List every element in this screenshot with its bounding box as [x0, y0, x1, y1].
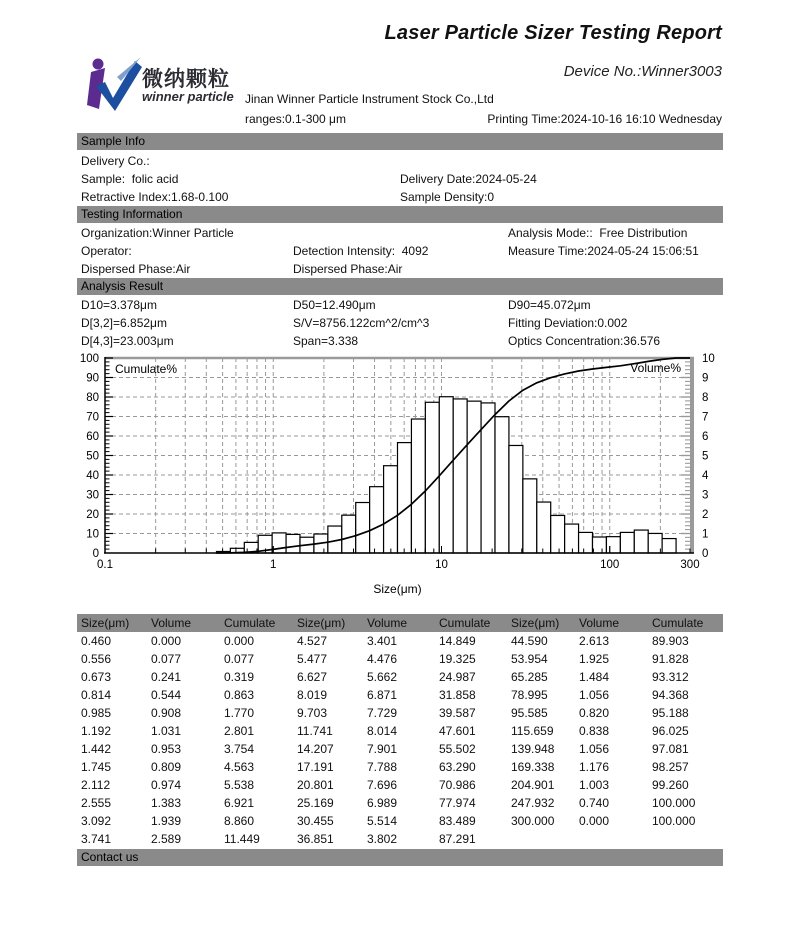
fitting-deviation: Fitting Deviation:0.002	[508, 316, 628, 330]
table-cell: 7.696	[367, 778, 398, 792]
delivery-co: Delivery Co.:	[81, 154, 150, 168]
volume-bar	[397, 443, 411, 553]
table-cell: 0.820	[579, 706, 610, 720]
table-cell: 7.901	[367, 742, 398, 756]
table-cell: 89.903	[652, 634, 689, 648]
row-organization	[77, 224, 723, 242]
table-cell: 1.056	[579, 742, 610, 756]
table-cell: 1.745	[81, 760, 112, 774]
table-cell: 100.000	[652, 796, 696, 810]
row-dispersed	[77, 260, 723, 278]
table-cell: 95.585	[511, 706, 548, 720]
table-row	[77, 668, 723, 686]
sample-name: Sample: folic acid	[81, 172, 179, 186]
table-cell: 93.312	[652, 670, 689, 684]
table-cell: 0.838	[579, 724, 610, 738]
volume-bar	[286, 534, 300, 553]
volume-bar	[565, 524, 579, 553]
device-number: Device No.:Winner3003	[563, 63, 722, 80]
table-cell: 14.849	[439, 634, 476, 648]
table-cell: 0.077	[224, 652, 255, 666]
volume-bar	[467, 401, 481, 553]
table-header-cell: Cumulate	[224, 616, 276, 630]
operator: Operator:	[81, 244, 132, 258]
table-cell: 31.858	[439, 688, 476, 702]
table-cell: 300.000	[511, 814, 555, 828]
table-row	[77, 650, 723, 668]
volume-bar	[606, 537, 620, 553]
page-title: Laser Particle Sizer Testing Report	[384, 22, 722, 44]
table-cell: 77.974	[439, 796, 476, 810]
table-cell: 6.921	[224, 796, 255, 810]
table-cell	[511, 830, 579, 848]
table-header-cell: Size(μm)	[297, 616, 346, 630]
table-cell: 1.442	[81, 742, 112, 756]
analysis-mode: Analysis Mode:: Free Distribution	[508, 226, 688, 240]
table-cell: 169.338	[511, 760, 555, 774]
right-tick-label: 2	[702, 509, 709, 521]
volume-bar	[411, 419, 425, 553]
d50-value: D50=12.490μm	[293, 298, 376, 312]
volume-bar	[356, 503, 370, 553]
table-header-cell: Volume	[151, 616, 192, 630]
volume-bar	[453, 399, 467, 553]
table-cell: 4.476	[367, 652, 398, 666]
table-cell: 55.502	[439, 742, 476, 756]
table-cell: 1.056	[579, 688, 610, 702]
table-cell: 83.489	[439, 814, 476, 828]
table-cell: 3.741	[81, 832, 112, 846]
left-tick-label: 80	[86, 392, 99, 404]
table-cell: 2.555	[81, 796, 112, 810]
volume-bar	[620, 532, 634, 553]
table-cell: 78.995	[511, 688, 548, 702]
right-tick-label: 7	[702, 411, 709, 424]
winner-logo-icon	[86, 55, 142, 115]
table-cell: 5.662	[367, 670, 398, 684]
table-cell: 94.368	[652, 688, 689, 702]
logo-chinese-text: 微纳颗粒	[142, 68, 230, 91]
left-tick-label: 30	[86, 489, 99, 502]
row-sample	[77, 170, 723, 188]
table-cell: 20.801	[297, 778, 334, 792]
detection-intensity: Detection Intensity: 4092	[293, 244, 429, 258]
table-cell: 0.863	[224, 688, 255, 702]
table-cell: 6.989	[367, 796, 398, 810]
left-axis-title: Cumulate%	[115, 362, 178, 376]
table-cell: 0.319	[224, 670, 255, 684]
d10-value: D10=3.378μm	[81, 298, 157, 312]
d32-value: D[3,2]=6.852μm	[81, 316, 167, 330]
left-tick-label: 50	[86, 450, 99, 463]
table-cell: 0.809	[151, 760, 182, 774]
dispersed-phase-1: Dispersed Phase:Air	[81, 262, 191, 276]
chart-svg	[77, 352, 723, 602]
table-cell: 96.025	[652, 724, 689, 738]
table-cell: 0.814	[81, 688, 112, 702]
table-cell: 8.019	[297, 688, 328, 702]
table-cell: 0.000	[151, 634, 182, 648]
table-cell: 30.455	[297, 814, 334, 828]
distribution-chart	[77, 352, 723, 602]
table-cell: 0.556	[81, 652, 112, 666]
table-cell: 4.527	[297, 634, 328, 648]
section-testing-info: Testing Information	[77, 206, 723, 223]
table-cell: 8.860	[224, 814, 255, 828]
table-cell: 63.290	[439, 760, 476, 774]
table-header-cell: Size(μm)	[511, 616, 560, 630]
table-row	[77, 776, 723, 794]
volume-bar	[523, 479, 537, 553]
table-cell: 1.176	[579, 760, 610, 774]
table-cell: 0.241	[151, 670, 182, 684]
x-tick-label: 100	[600, 559, 620, 571]
table-row	[77, 704, 723, 722]
row-d32	[77, 314, 723, 332]
row-d10	[77, 296, 723, 314]
x-tick-label: 1	[270, 559, 277, 571]
table-cell: 6.871	[367, 688, 398, 702]
table-cell: 98.257	[652, 760, 689, 774]
table-header-cell: Volume	[579, 616, 620, 630]
table-row	[77, 812, 723, 830]
table-cell: 1.484	[579, 670, 610, 684]
table-cell: 100.000	[652, 814, 696, 828]
volume-bar	[481, 403, 495, 553]
table-cell: 3.401	[367, 634, 398, 648]
table-row	[77, 632, 723, 650]
table-cell: 91.828	[652, 652, 689, 666]
left-tick-label: 60	[86, 431, 99, 443]
right-tick-label: 8	[702, 392, 709, 404]
printing-time: Printing Time:2024-10-16 16:10 Wednesday	[487, 112, 722, 126]
span-value: Span=3.338	[293, 334, 359, 348]
table-cell: 1.383	[151, 796, 182, 810]
table-cell: 5.477	[297, 652, 328, 666]
table-cell: 0.460	[81, 634, 112, 648]
table-cell: 2.613	[579, 634, 610, 648]
table-cell: 17.191	[297, 760, 334, 774]
table-row	[77, 686, 723, 704]
table-row	[77, 740, 723, 758]
table-cell: 47.601	[439, 724, 476, 738]
table-cell: 99.260	[652, 778, 689, 792]
table-row	[77, 830, 723, 848]
table-cell: 24.987	[439, 670, 476, 684]
delivery-date: Delivery Date:2024-05-24	[400, 172, 537, 186]
sv-value: S/V=8756.122cm^2/cm^3	[293, 316, 430, 330]
right-tick-label: 3	[702, 489, 709, 502]
table-cell: 39.587	[439, 706, 476, 720]
table-cell: 0.000	[224, 634, 255, 648]
volume-bar	[495, 417, 509, 553]
table-header-cell: Size(μm)	[81, 616, 130, 630]
data-table-body	[77, 632, 723, 848]
left-tick-label: 100	[79, 353, 99, 365]
table-cell: 0.077	[151, 652, 182, 666]
company-logo	[86, 55, 316, 119]
x-tick-label: 0.1	[97, 559, 113, 571]
right-tick-label: 5	[702, 450, 709, 463]
table-cell: 3.754	[224, 742, 255, 756]
left-tick-label: 20	[86, 509, 99, 521]
table-cell: 247.932	[511, 796, 555, 810]
section-analysis-result: Analysis Result	[77, 278, 723, 295]
table-cell: 1.939	[151, 814, 182, 828]
optics-concentration: Optics Concentration:36.576	[508, 334, 661, 348]
volume-bar	[509, 445, 523, 553]
data-table-header	[77, 614, 723, 632]
right-tick-label: 4	[702, 470, 709, 482]
table-cell: 1.031	[151, 724, 182, 738]
table-cell: 115.659	[511, 724, 554, 738]
table-cell: 0.953	[151, 742, 182, 756]
data-table	[77, 614, 723, 848]
left-tick-label: 40	[86, 470, 99, 482]
table-cell: 95.188	[652, 706, 689, 720]
x-axis-title: Size(μm)	[373, 582, 422, 596]
volume-bar	[370, 487, 384, 553]
x-tick-label: 10	[435, 559, 448, 571]
left-tick-label: 90	[86, 372, 99, 385]
company-name: Jinan Winner Particle Instrument Stock Co.,Ltd	[245, 92, 494, 106]
right-tick-label: 1	[702, 528, 709, 541]
table-cell: 0.740	[579, 796, 610, 810]
row-delivery-co	[77, 152, 723, 170]
table-cell: 1.192	[81, 724, 112, 738]
sample-density: Sample Density:0	[400, 190, 495, 204]
table-cell: 1.925	[579, 652, 610, 666]
right-axis-title: Volume%	[630, 361, 681, 375]
table-header-cell: Volume	[367, 616, 408, 630]
table-cell: 3.802	[367, 832, 398, 846]
table-row	[77, 722, 723, 740]
table-cell: 9.703	[297, 706, 328, 720]
table-cell: 36.851	[297, 832, 334, 846]
right-tick-label: 6	[702, 431, 709, 443]
table-cell: 0.544	[151, 688, 182, 702]
logo-english-text: winner particle	[142, 89, 234, 104]
table-cell: 5.538	[224, 778, 255, 792]
table-cell: 14.207	[297, 742, 334, 756]
table-cell: 6.627	[297, 670, 328, 684]
volume-bar	[342, 515, 356, 553]
right-tick-label: 10	[702, 353, 715, 365]
organization: Organization:Winner Particle	[81, 226, 234, 240]
dispersed-phase-2: Dispersed Phase:Air	[293, 262, 403, 276]
table-cell: 65.285	[511, 670, 548, 684]
table-cell: 19.325	[439, 652, 476, 666]
table-cell	[579, 830, 652, 848]
volume-bar	[662, 539, 676, 553]
volume-bar	[384, 466, 398, 553]
table-cell: 139.948	[511, 742, 555, 756]
volume-bar	[634, 530, 648, 553]
table-cell: 25.169	[297, 796, 334, 810]
ranges-text: ranges:0.1-300 μm	[245, 112, 346, 126]
x-tick-label: 300	[680, 559, 700, 571]
table-cell: 0.000	[579, 814, 610, 828]
table-cell: 2.112	[81, 778, 111, 792]
table-cell: 1.003	[579, 778, 610, 792]
table-cell: 87.291	[439, 832, 476, 846]
volume-bar	[439, 397, 453, 553]
volume-bar	[537, 502, 551, 553]
table-cell: 7.729	[367, 706, 398, 720]
retractive-index: Retractive Index:1.68-0.100	[81, 190, 229, 204]
left-tick-label: 0	[92, 548, 99, 560]
table-cell: 0.908	[151, 706, 182, 720]
table-cell: 4.563	[224, 760, 255, 774]
row-d43	[77, 332, 723, 350]
table-header-cell: Cumulate	[652, 616, 704, 630]
table-header-cell: Cumulate	[439, 616, 491, 630]
table-cell: 53.954	[511, 652, 548, 666]
table-cell: 3.092	[81, 814, 112, 828]
table-cell: 5.514	[367, 814, 398, 828]
section-sample-info: Sample Info	[77, 133, 723, 150]
volume-bar	[592, 537, 606, 553]
table-cell: 7.788	[367, 760, 398, 774]
table-cell: 97.081	[652, 742, 689, 756]
right-tick-label: 9	[702, 372, 709, 385]
table-cell: 44.590	[511, 634, 548, 648]
table-cell: 11.449	[224, 832, 260, 846]
table-cell: 0.974	[151, 778, 182, 792]
table-cell: 0.985	[81, 706, 112, 720]
volume-bar	[551, 515, 565, 553]
d90-value: D90=45.072μm	[508, 298, 591, 312]
row-operator	[77, 242, 723, 260]
table-cell: 11.741	[297, 724, 333, 738]
table-cell	[652, 830, 723, 848]
volume-bar	[579, 532, 593, 553]
d43-value: D[4,3]=23.003μm	[81, 334, 174, 348]
table-cell: 8.014	[367, 724, 398, 738]
table-cell: 204.901	[511, 778, 555, 792]
table-row	[77, 758, 723, 776]
section-contact-us: Contact us	[77, 849, 723, 866]
table-cell: 1.770	[224, 706, 255, 720]
row-retractive	[77, 188, 723, 206]
table-cell: 70.986	[439, 778, 476, 792]
table-row	[77, 794, 723, 812]
table-cell: 2.589	[151, 832, 182, 846]
right-tick-label: 0	[702, 548, 709, 560]
left-tick-label: 70	[86, 411, 99, 424]
table-cell: 2.801	[224, 724, 255, 738]
left-tick-label: 10	[86, 528, 99, 541]
table-cell: 0.673	[81, 670, 112, 684]
measure-time: Measure Time:2024-05-24 15:06:51	[508, 244, 699, 258]
